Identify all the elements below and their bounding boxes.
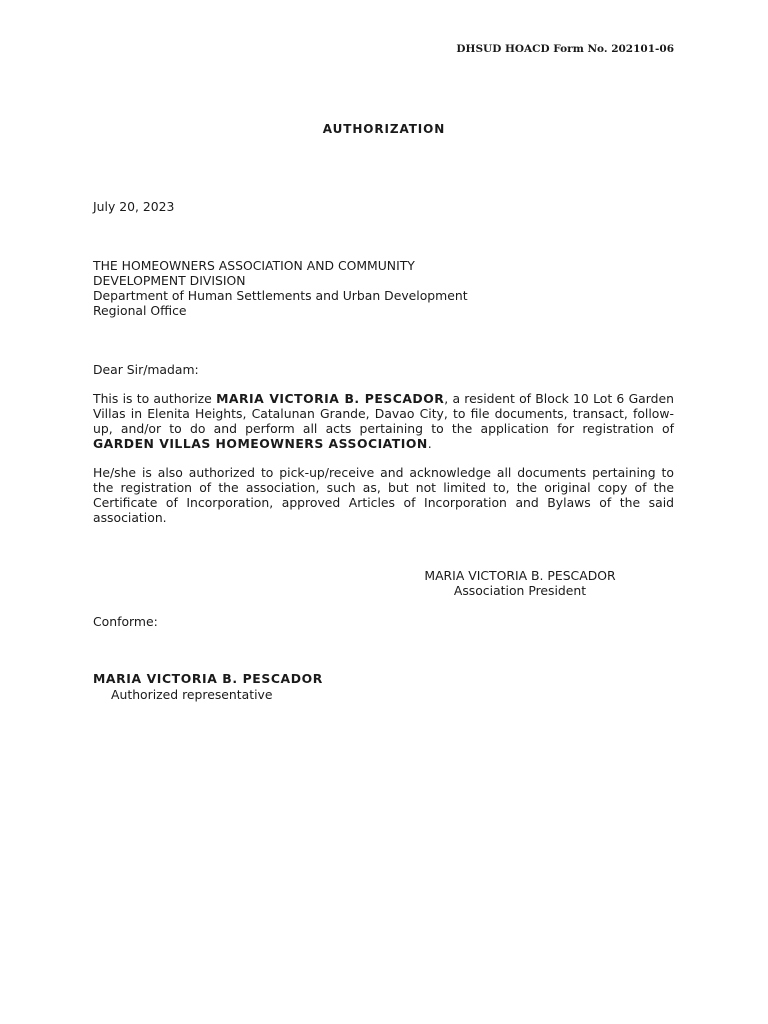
paragraph-middle: , a resident of Block 10 Lot 6 Garden Villas in Elenita Heights, Catalunan Grande, Davao City, to file documents, transact, follow-up, and/or to do and perform all acts pertaining to the application for registration of: [93, 391, 674, 436]
representative-title: Authorized representative: [111, 687, 273, 702]
paragraph-lead: This is to authorize: [93, 391, 217, 406]
authorization-paragraph: [93, 391, 674, 451]
authorized-person-name: MARIA VICTORIA B. PESCADOR: [216, 391, 445, 406]
addressee-line-1: THE HOMEOWNERS ASSOCIATION AND COMMUNITY: [93, 258, 415, 273]
documents-paragraph: He/she is also authorized to pick-up/receive and acknowledge all documents pertaining to the registration of the association, such as, but not limited to, the original copy of the Certificate of Incorporation, approved Articles of Incorporation and Bylaws of the said association.: [93, 465, 674, 525]
form-number: DHSUD HOACD Form No. 202101-06: [456, 43, 674, 55]
addressee-block: [93, 258, 513, 318]
signatory-title: Association President: [453, 583, 587, 598]
association-name: GARDEN VILLAS HOMEOWNERS ASSOCIATION: [93, 436, 428, 451]
conforme-label: Conforme:: [93, 614, 158, 629]
addressee-line-4: Regional Office: [93, 303, 187, 318]
document-title: AUTHORIZATION: [322, 122, 446, 136]
signatory-name: MARIA VICTORIA B. PESCADOR: [424, 568, 616, 583]
letter-date: July 20, 2023: [93, 199, 175, 214]
addressee-line-2: DEVELOPMENT DIVISION: [93, 273, 246, 288]
representative-name: MARIA VICTORIA B. PESCADOR: [93, 671, 323, 686]
paragraph-end: .: [427, 436, 432, 451]
addressee-line-3: Department of Human Settlements and Urban Development: [93, 288, 468, 303]
signatory-block: [400, 568, 640, 598]
salutation: Dear Sir/madam:: [93, 362, 199, 377]
